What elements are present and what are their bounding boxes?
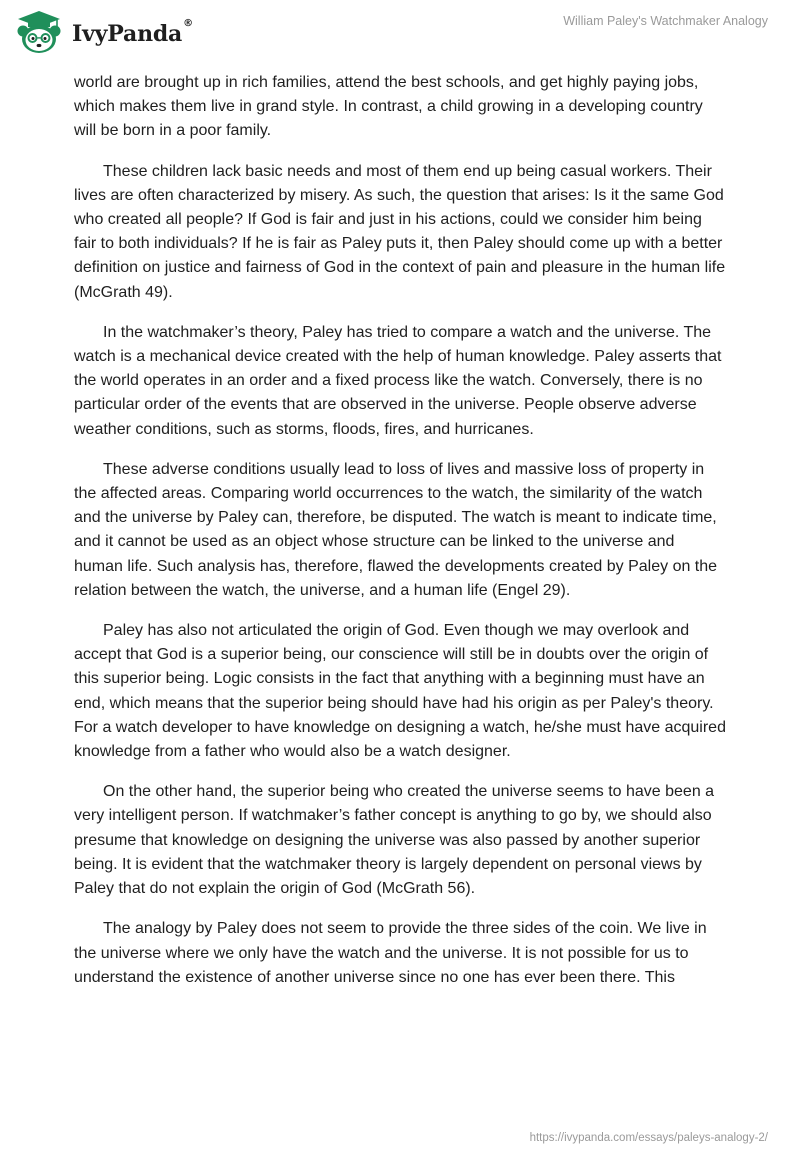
paragraph: On the other hand, the superior being who created the universe seems to have been a very intelligent person. If watchmaker’s father concept is anything to go by, we should also presume that knowledge on designing the universe was also passed by another superior being. It is evident that the watchmaker theory is largely dependent on personal views by Paley that do not explain the origin of God (McGrath 56). bbox=[74, 783, 715, 898]
essay-body bbox=[74, 71, 726, 1006]
brand-name: IvyPanda® bbox=[72, 18, 193, 47]
registered-mark: ® bbox=[183, 18, 193, 29]
panda-graduate-icon bbox=[14, 9, 64, 55]
paragraph: In the watchmaker’s theory, Paley has tried to compare a watch and the universe. The watch is a mechanical device created with the help of human knowledge. Paley asserts that the world operates in an order and a fixed process like the watch. Conversely, there is no particular order of the events that are observed in the universe. People observe adverse weather conditions, such as storms, floods, fires, and hurricanes. bbox=[74, 323, 722, 438]
ivypanda-logo[interactable] bbox=[14, 8, 193, 56]
document-title: William Paley's Watchmaker Analogy bbox=[563, 14, 768, 28]
paragraph: These children lack basic needs and most of them end up being casual workers. Their lives are often characterized by misery. As such, the question that arises: Is it the same God who created all people? If God is fair and just in his actions, could we consider him being fair to both individuals? If he is fair as Paley puts it, then Paley should come up with a better definition on justice and fairness of God in the context of pain and pleasure in the human life (McGrath 49). bbox=[74, 162, 726, 301]
paragraph: The analogy by Paley does not seem to provide the three sides of the coin. We live in the universe where we only have the watch and the universe. It is not possible for us to understand the existence of another universe since no one has ever been there. This bbox=[74, 920, 707, 986]
source-url[interactable]: https://ivypanda.com/essays/paleys-analogy-2/ bbox=[529, 1132, 768, 1144]
paragraph: These adverse conditions usually lead to loss of lives and massive loss of property in the affected areas. Comparing world occurrences to the watch, the similarity of the watch and the universe by Paley can, therefore, be disputed. The watch is meant to indicate time, and it cannot be used as an object whose structure can be linked to the universe and human life. Such analysis has, therefore, flawed the developments created by Paley on the relation between the watch, the universe, and a human life (Engel 29). bbox=[74, 460, 718, 599]
paragraph: Paley has also not articulated the origin of God. Even though we may overlook and accept that God is a superior being, our conscience will still be in doubts over the origin of this superior being. Logic consists in the fact that anything with a beginning must have an end, which means that the superior being should have had his origin as per Paley's theory. For a watch developer to have knowledge on designing a watch, he/she must have acquired knowledge from a father who would also be a watch designer. bbox=[74, 622, 726, 761]
paragraph: world are brought up in rich families, attend the best schools, and get highly paying jobs, which makes them live in grand style. In contrast, a child growing in a developing country will be born in a poor family. bbox=[74, 74, 703, 140]
